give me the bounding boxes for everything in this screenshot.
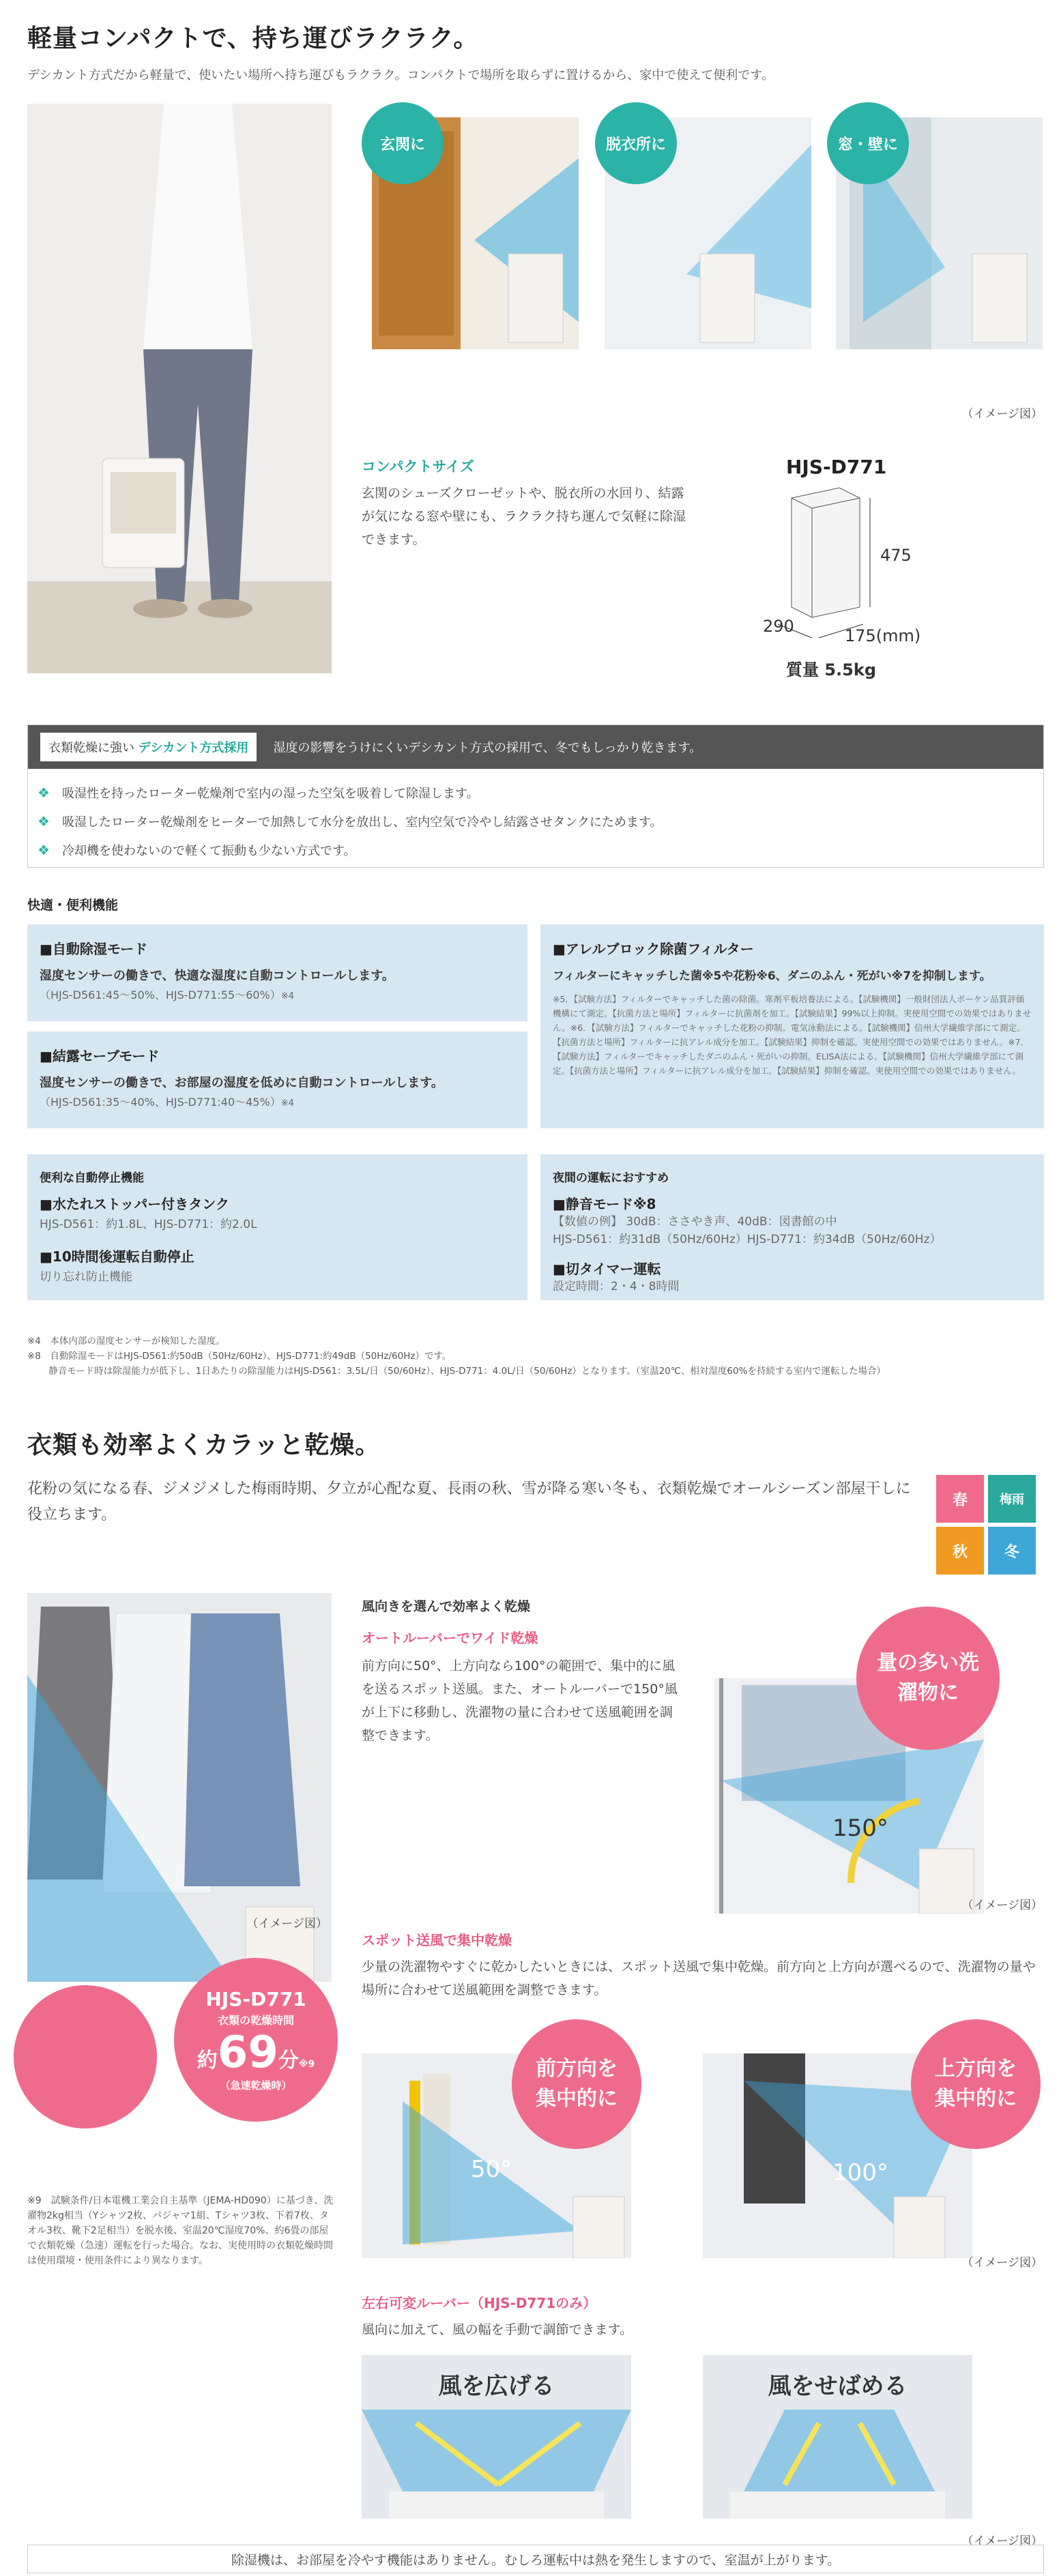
narrow-label: 風をせばめる [768, 2373, 908, 2400]
footnote-9: ※9 試験条件/日本電機工業会自主基準（JEMA-HD090）に基づき、洗濯物2kg相当（Yシャツ2枚、パジャマ1組、Tシャツ3枚、下着7枚、タオル3枚、靴下2足相当）を脱水後、室温20℃湿度70%、約6畳の部屋で衣類乾燥（急速）運転を行った場合。なお、実使用時の衣類乾燥時間は使用環境・使用条件により異なります。 [27, 2195, 334, 2266]
desiccant-bullet [38, 836, 1043, 864]
auto-off-text: 切り忘れ防止機能 [40, 1270, 132, 1284]
auto-mode-text: 湿度センサーの働きで、快適な湿度に自動コントロールします。 [40, 969, 394, 983]
quiet-mode-example: 【数値の例】 30dB：ささやき声、40dB：図書館の中 [553, 1215, 837, 1229]
quiet-mode-title: ■静音モード※8 [553, 1196, 656, 1212]
footer-note: 除湿機は、お部屋を冷やす機能はありません。むしろ運転中は熱を発生しますので、室温が上がります。 [27, 2545, 1044, 2573]
compact-text: 玄関のシューズクローゼットや、脱衣所の水回り、結露が気になる窓や壁にも、ラクラク持ち運んで気軽に除湿できます。 [362, 486, 686, 547]
image-note: （イメージ図） [961, 407, 1043, 421]
auto-mode-panel [27, 924, 527, 1021]
night-mode-panel [540, 1154, 1044, 1300]
louver-text: 前方向に50°、上方向なら100°の範囲で、集中的に風を送るスポット送風。また、オートルーバーで150°風が上下に移動し、洗濯物の量に合わせて送風範囲を調整できます。 [362, 1658, 678, 1743]
lr-louver-text: 風向に加えて、風の幅を手動で調節できます。 [362, 2322, 633, 2337]
big-load-badge: 量の多い洗濯物に [856, 1607, 1000, 1750]
drying-unit: 分 [278, 2048, 299, 2073]
auto-off-title: ■10時間後運転自動停止 [40, 1248, 194, 1265]
quiet-mode-levels: HJS-D561：約31dB（50Hz/60Hz）HJS-D771：約34dB（50Hz/60Hz） [553, 1233, 942, 1246]
season-rainy: 梅雨 [988, 1475, 1036, 1523]
drying-model: HJS-D771 [205, 1988, 306, 2011]
auto-stop-heading: 便利な自動停止機能 [40, 1171, 144, 1185]
desiccant-label [40, 733, 257, 761]
angle-50: 50° [471, 2156, 512, 2183]
footnote: ※4 本体内部の湿度センサーが検知した湿度。 [27, 1336, 225, 1347]
angle-100: 100° [832, 2159, 888, 2186]
desiccant-bullet [38, 807, 1043, 836]
desiccant-desc: 湿度の影響をうけにくいデシカント方式の採用で、冬でもしっかり乾きます。 [273, 741, 702, 755]
up-spot-badge: 上方向を集中的に [911, 2019, 1041, 2149]
diamond-icon: ❖ [38, 785, 50, 801]
auto-mode-note: （HJS-D561:45〜50%、HJS-D771:55〜60%） [40, 989, 281, 1001]
off-timer-text: 設定時間：2・4・8時間 [553, 1280, 680, 1293]
season-autumn: 秋 [936, 1527, 984, 1575]
tank-title: ■水たれストッパー付きタンク [40, 1196, 229, 1212]
drying-value: 69 [217, 2027, 278, 2078]
model-name: HJS-D771 [786, 456, 887, 478]
bullet-text: 吸湿したローター乾燥剤をヒーターで加熱して水分を放出し、室内空気で冷やし結露させタンクにためます。 [62, 815, 663, 830]
spot-text: 少量の洗濯物やすぐに乾かしたいときには、スポット送風で集中乾燥。前方向と上方向が選べるので、洗濯物の量や場所に合わせて送風範囲を調整できます。 [362, 1959, 1036, 1997]
off-timer-title: ■切タイマー運転 [553, 1261, 661, 1277]
image-note-louver: （イメージ図） [961, 1899, 1043, 1912]
condensation-save-panel [27, 1031, 527, 1128]
bullet-text: 冷却機を使わないので軽くて振動も少ない方式です。 [62, 844, 356, 858]
dim-height: 475 [880, 546, 912, 565]
features-heading: 快適・便利機能 [27, 898, 119, 913]
diamond-icon: ❖ [38, 842, 50, 858]
badge-entrance: 玄関に [362, 102, 444, 184]
drying-mode: （急速乾燥時） [220, 2079, 292, 2092]
bullet-text: 吸湿性を持ったローター乾燥剤で室内の湿った空気を吸着して除湿します。 [62, 787, 479, 801]
badge-window: 窓・壁に [827, 102, 909, 184]
drying-value-row [197, 2027, 315, 2079]
section-text-drying: 花粉の気になる春、ジメジメした梅雨時期、夕立が心配な夏、長雨の秋、雪が降る寒い冬も、衣類乾燥でオールシーズン部屋干しに役立ちます。 [27, 1480, 911, 1523]
allergen-text: フィルターにキャッチした菌※5や花粉※6、ダニのふん・死がい※7を抑制します。 [553, 969, 991, 983]
image-note-spot: （イメージ図） [961, 2256, 1043, 2270]
weight-label: 質量 5.5kg [786, 660, 877, 679]
save-mode-mark: ※4 [280, 1098, 294, 1109]
image-note-laundry: （イメージ図） [246, 1917, 328, 1931]
section-subtitle: デシカント方式だから軽量で、使いたい場所へ持ち運びもラクラク。コンパクトで場所を取らずに置けるから、家中で使えて便利です。 [27, 68, 774, 83]
allergen-filter-panel [540, 924, 1044, 1128]
footnotes [27, 1334, 1044, 1379]
image-note-lr: （イメージ図） [961, 2534, 1043, 2548]
lr-louver-heading: 左右可変ルーバー（HJS-D771のみ） [362, 2295, 597, 2311]
desiccant-label-main: デシカント方式採用 [138, 741, 249, 755]
tank-text: HJS-D561：約1.8L、HJS-D771：約2.0L [40, 1218, 257, 1231]
night-heading: 夜間の運転におすすめ [553, 1171, 669, 1185]
drying-time-badge [174, 1958, 338, 2122]
spot-heading: スポット送風で集中乾燥 [362, 1932, 512, 1948]
footnote: ※8 自動除湿モードはHJS-D561:約50dB（50Hz/60Hz）、HJS-D771:約49dB（50Hz/60Hz）です。 [27, 1351, 452, 1362]
front-spot-badge: 前方向を集中的に [512, 2019, 641, 2149]
desiccant-label-prefix: 衣類乾燥に強い [48, 741, 134, 755]
footnote: 静音モード時は除湿能力が低下し、1日あたりの除湿能力はHJS-D561：3.5L/日（50/60Hz）、HJS-D771：4.0L/日（50/60Hz）となります。（室温20℃、相対湿度60%を持続する室内で運転した場合） [27, 1366, 886, 1377]
season-winter: 冬 [988, 1527, 1036, 1575]
dim-width: 290 [763, 617, 794, 636]
diamond-icon: ❖ [38, 813, 50, 830]
drying-prefix: 約 [197, 2048, 218, 2073]
section-title-drying: 衣類も効率よくカラッと乾燥。 [27, 1431, 381, 1459]
angle-150: 150° [832, 1815, 888, 1842]
widen-label: 風を広げる [438, 2373, 555, 2400]
dim-depth: 175(mm) [845, 626, 921, 645]
wind-heading: 風向きを選んで効率よく乾燥 [362, 1599, 531, 1614]
desiccant-bullet [38, 778, 1043, 807]
allergen-title: ■アレルブロック除菌フィルター [553, 941, 754, 957]
auto-mode-mark: ※4 [280, 991, 294, 1001]
badge-dressing: 脱衣所に [595, 102, 677, 184]
save-mode-title: ■結露セーブモード [40, 1048, 160, 1064]
save-mode-text: 湿度センサーの働きで、お部屋の湿度を低めに自動コントロールします。 [40, 1076, 444, 1090]
auto-mode-title: ■自動除湿モード [40, 941, 148, 957]
section-title-compact: 軽量コンパクトで、持ち運びラクラク。 [27, 25, 479, 53]
season-spring: 春 [936, 1475, 984, 1523]
decor-circle [14, 1985, 157, 2128]
drying-mark: ※9 [298, 2058, 315, 2070]
save-mode-note: （HJS-D561:35〜40%、HJS-D771:40〜45%） [40, 1096, 281, 1109]
woman-carrying-photo [27, 104, 332, 673]
louver-heading: オートルーバーでワイド乾燥 [362, 1630, 538, 1646]
auto-stop-panel [27, 1154, 527, 1300]
compact-heading: コンパクトサイズ [362, 458, 474, 475]
drying-label: 衣類の乾燥時間 [217, 2013, 294, 2027]
allergen-note: ※5．【試験方法】フィルターでキャッチした菌の除菌。寒剤平板培養法による。【試験機関】一般財団法人ボーケン品質評価機構にて測定。【抗菌方法と場所】フィルターに抗菌剤を加工。【試験結果】99%以上抑制。実使用空間での効果ではありません。※6．【試験方法】フィルターでキャッチした花粉の抑制。電気泳動法による。【試験機関】信州大学繊維学部にて測定。【抗菌方法と場所】フィルターに抗アレル成分を加工。【試験結果】抑制を確認。実使用空間での効果ではありません。※7．【試験方法】フィルターでキャッチしたダニのふん・死がいの抑制。ELISA法による。【試験機関】信州大学繊維学部にて測定。【抗菌方法と場所】フィルターに抗アレル成分を加工。【試験結果】抑制を確認。実使用空間での効果ではありません。 [553, 994, 1032, 1076]
desiccant-box [27, 724, 1044, 868]
